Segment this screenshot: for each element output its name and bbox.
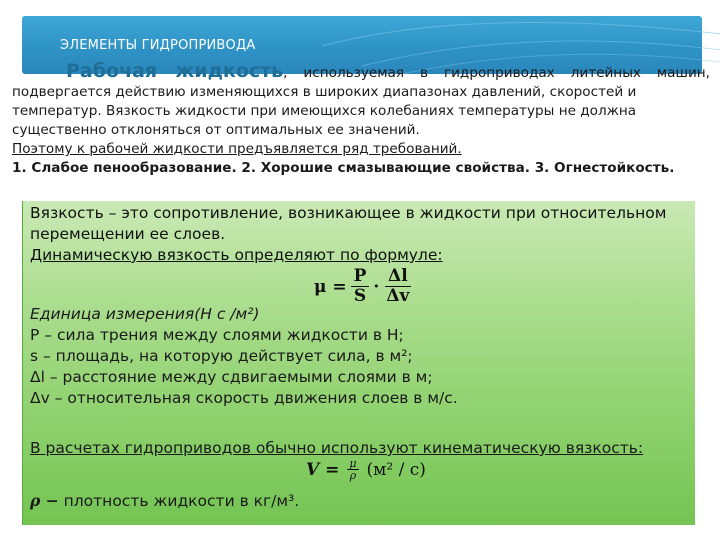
def-dv: Δv – относительная скорость движения слоев в м/с.: [30, 389, 458, 407]
kinematic-section: [30, 438, 643, 459]
formula2-unit: (м² / с): [366, 460, 426, 480]
requirements-list: 1. Слабое пенообразование. 2. Хорошие смазывающие свойства. 3. Огнестойкость.: [12, 160, 675, 176]
viscosity-definition: [30, 203, 694, 266]
intro-line-2: подвергается действию изменяющихся в широких диапазонах давлений, скоростей и: [12, 84, 637, 100]
dynamic-viscosity-line: Динамическую вязкость определяют по формуле:: [30, 246, 443, 264]
formula2-mu: μ: [349, 457, 357, 470]
dynamic-viscosity-formula: [314, 267, 416, 306]
def-s: s – площадь, на которую действует сила, в м²;: [30, 347, 413, 365]
rho-text: плотность жидкости в кг/м³.: [58, 492, 300, 510]
viscosity-line-2: перемещении ее слоев.: [30, 225, 226, 243]
formula2-fraction: [347, 458, 358, 482]
formula-dv: Δv: [386, 286, 410, 306]
intro-line-3: температур. Вязкость жидкости при имеющихся колебаниях температуры не должна: [12, 103, 637, 119]
intro-line-1: [12, 62, 710, 83]
section-label: ЭЛЕМЕНТЫ ГИДРОПРИВОДА: [60, 38, 256, 53]
rho-symbol: ρ −: [30, 491, 59, 510]
kinematic-viscosity-formula: [306, 458, 426, 482]
variable-definitions: [30, 304, 694, 409]
intro-text: [12, 62, 710, 178]
intro-line-5: Поэтому к рабочей жидкости предъявляется ряд требований.: [12, 141, 462, 157]
formula2-rho: ρ: [349, 469, 357, 482]
formula2-lhs: V =: [306, 460, 340, 480]
kinematic-line: В расчетах гидроприводов обычно используют кинематическую вязкость:: [30, 439, 644, 457]
formula-s: S: [353, 286, 367, 306]
formula-lhs: μ =: [314, 276, 347, 297]
formula-fraction-p-s: [351, 267, 370, 306]
viscosity-line-1: Вязкость – это сопротивление, возникающее в жидкости при относительном: [30, 204, 667, 222]
formula-dot: ·: [373, 276, 380, 297]
def-dl: Δl – расстояние между сдвигаемыми слоями в м;: [30, 368, 433, 386]
formula-p: P: [351, 267, 370, 287]
unit-line: Единица измерения(Н с /м²): [30, 305, 260, 323]
intro-line-1-text: , используемая в гидроприводах литейных машин,: [283, 65, 710, 81]
formula-fraction-dl-dv: [383, 267, 412, 306]
formula-dl: Δl: [385, 267, 411, 287]
density-definition: [30, 490, 299, 512]
def-p: P – сила трения между слоями жидкости в Н;: [30, 326, 404, 344]
intro-heading: Рабочая жидкость: [66, 60, 284, 82]
intro-line-4: существенно отклоняться от оптимальных ее значений.: [12, 122, 420, 138]
